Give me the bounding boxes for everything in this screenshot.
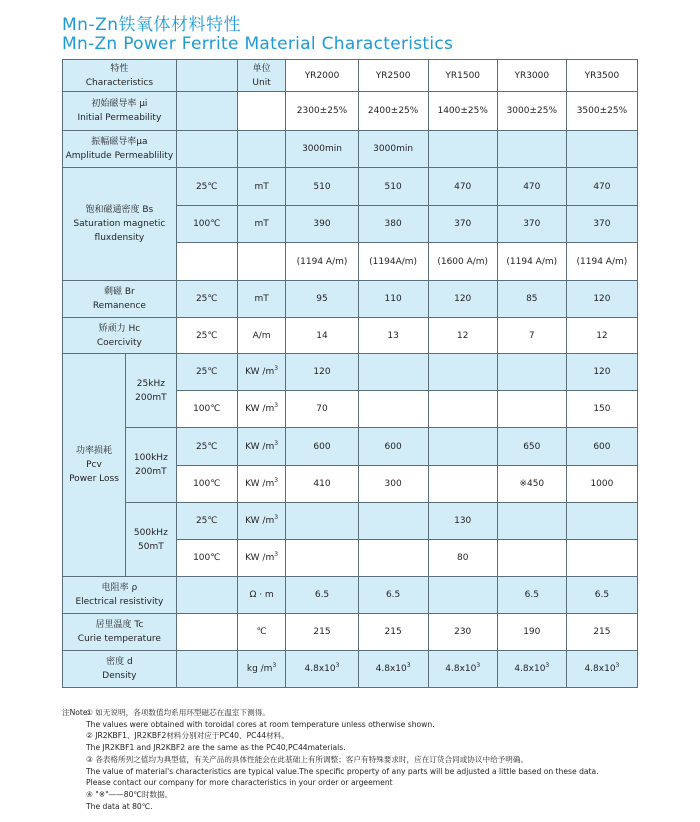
freq-cell: 500kHz 50mT bbox=[125, 503, 176, 577]
value-cell bbox=[358, 540, 428, 577]
value-cell: 12 bbox=[428, 318, 497, 354]
unit-cell: KW $/m^3$ bbox=[237, 466, 286, 503]
value-cell bbox=[286, 540, 358, 577]
label-resistivity: 电阻率 ρ Electrical resistivity bbox=[63, 577, 177, 614]
value-cell: $4.8x10^3$ bbox=[428, 651, 497, 688]
value-cell bbox=[497, 131, 566, 168]
unit-cell: kg $/m^3$ bbox=[237, 651, 286, 688]
value-cell: 150 bbox=[566, 391, 637, 428]
value-cell: 390 bbox=[286, 206, 358, 243]
label-remanence: 剩磁 Br Remanence bbox=[63, 281, 177, 318]
header-characteristics: 特性 Characteristics bbox=[63, 60, 177, 92]
temp-cell: 25℃ bbox=[176, 428, 237, 466]
temp-cell: 100℃ bbox=[176, 391, 237, 428]
value-cell: 215 bbox=[358, 614, 428, 651]
value-cell: 80 bbox=[428, 540, 497, 577]
value-cell bbox=[358, 503, 428, 540]
value-cell: 120 bbox=[566, 281, 637, 318]
label-curie: 居里温度 Tc Curie temperature bbox=[63, 614, 177, 651]
value-cell: 410 bbox=[286, 466, 358, 503]
note-line: The data at 80℃. bbox=[86, 801, 153, 811]
value-cell: 370 bbox=[497, 206, 566, 243]
value-cell bbox=[428, 354, 497, 391]
note-line: ② JR2KBF1、JR2KBF2材料分别对应于PC40、PC44材料。 bbox=[86, 731, 289, 741]
label-initial-permeability: 初始磁导率 μi Initial Permeability bbox=[63, 92, 177, 131]
note-line: ① 如无说明，各项数值均系用环型磁芯在温室下测得。 bbox=[86, 708, 270, 717]
value-cell: 215 bbox=[566, 614, 637, 651]
note-line: ④ "※"——80℃时数据。 bbox=[86, 789, 173, 799]
unit-cell: KW $/m^3$ bbox=[237, 503, 286, 540]
unit-cell: A/m bbox=[237, 318, 286, 354]
row-density bbox=[63, 651, 638, 688]
value-cell: (1194 A/m) bbox=[497, 243, 566, 281]
unit-cell: KW $/m^3$ bbox=[237, 391, 286, 428]
value-cell: 380 bbox=[358, 206, 428, 243]
value-cell: 1400±25% bbox=[428, 92, 497, 131]
value-cell: 85 bbox=[497, 281, 566, 318]
row-resistivity bbox=[63, 577, 638, 614]
header-grade: YR3000 bbox=[497, 60, 566, 92]
value-cell bbox=[286, 503, 358, 540]
unit-cell: mT bbox=[237, 206, 286, 243]
value-cell: 470 bbox=[428, 168, 497, 206]
notes-body bbox=[86, 707, 662, 812]
header-blank bbox=[176, 60, 237, 92]
value-cell: 1000 bbox=[566, 466, 637, 503]
value-cell: 600 bbox=[286, 428, 358, 466]
value-cell: 120 bbox=[286, 354, 358, 391]
unit-cell: KW $/m^3$ bbox=[237, 354, 286, 391]
value-cell: 95 bbox=[286, 281, 358, 318]
note-line: The JR2KBF1 and JR2KBF2 are the same as the PC40,PC44materials. bbox=[86, 743, 346, 753]
value-cell bbox=[497, 540, 566, 577]
title-en: Mn-Zn Power Ferrite Material Characteristics bbox=[62, 34, 454, 54]
value-cell: 470 bbox=[497, 168, 566, 206]
value-cell: 650 bbox=[497, 428, 566, 466]
value-cell: 470 bbox=[566, 168, 637, 206]
row-coercivity bbox=[63, 318, 638, 354]
value-cell: 3000±25% bbox=[497, 92, 566, 131]
value-cell: 3000min bbox=[358, 131, 428, 168]
value-cell bbox=[566, 540, 637, 577]
value-cell: 13 bbox=[358, 318, 428, 354]
unit-cell: KW $/m^3$ bbox=[237, 540, 286, 577]
unit-cell: Ω · m bbox=[237, 577, 286, 614]
value-cell: (1194A/m) bbox=[358, 243, 428, 281]
note-line: The value of material's characteristics are typical value.The specific property of any parts will be adjusted a little based on these data. bbox=[86, 766, 599, 776]
label-coercivity: 矫顽力 Hc Coercivity bbox=[63, 318, 177, 354]
label-power-loss: 功率损耗 Pcv Power Loss bbox=[63, 354, 126, 577]
value-cell bbox=[428, 466, 497, 503]
value-cell: $4.8x10^3$ bbox=[566, 651, 637, 688]
value-cell: 300 bbox=[358, 466, 428, 503]
value-cell bbox=[428, 131, 497, 168]
header-grade: YR2500 bbox=[358, 60, 428, 92]
header-grade: YR3500 bbox=[566, 60, 637, 92]
label-density: 密度 d Density bbox=[63, 651, 177, 688]
row-initial-permeability bbox=[63, 92, 638, 131]
header-row bbox=[63, 60, 638, 92]
row-power-loss-100k-25 bbox=[63, 428, 638, 466]
value-cell: 370 bbox=[428, 206, 497, 243]
value-cell bbox=[428, 577, 497, 614]
value-cell: 2300±25% bbox=[286, 92, 358, 131]
temp-cell: 100℃ bbox=[176, 206, 237, 243]
value-cell: 120 bbox=[566, 354, 637, 391]
temp-cell: 25℃ bbox=[176, 281, 237, 318]
note-line: Please contact our company for more characteristics in your order or argeement bbox=[86, 778, 393, 788]
value-cell: 6.5 bbox=[566, 577, 637, 614]
value-cell bbox=[428, 391, 497, 428]
unit-cell: KW $/m^3$ bbox=[237, 428, 286, 466]
value-cell: 215 bbox=[286, 614, 358, 651]
value-cell: $4.8x10^3$ bbox=[497, 651, 566, 688]
value-cell bbox=[358, 354, 428, 391]
freq-cell: 100kHz 200mT bbox=[125, 428, 176, 503]
value-cell: 70 bbox=[286, 391, 358, 428]
value-cell: 12 bbox=[566, 318, 637, 354]
temp-cell: 25℃ bbox=[176, 168, 237, 206]
value-cell: 510 bbox=[286, 168, 358, 206]
value-cell: 7 bbox=[497, 318, 566, 354]
value-cell: 120 bbox=[428, 281, 497, 318]
value-cell: 6.5 bbox=[497, 577, 566, 614]
value-cell: $4.8x10^3$ bbox=[358, 651, 428, 688]
temp-cell: 25℃ bbox=[176, 318, 237, 354]
unit-cell: ℃ bbox=[237, 614, 286, 651]
value-cell: 6.5 bbox=[286, 577, 358, 614]
title-cn: Mn-Zn铁氧体材料特性 bbox=[62, 15, 241, 35]
characteristics-table bbox=[62, 59, 638, 688]
value-cell: 3000min bbox=[286, 131, 358, 168]
row-power-loss-500k-25 bbox=[63, 503, 638, 540]
temp-cell: 100℃ bbox=[176, 466, 237, 503]
value-cell: 190 bbox=[497, 614, 566, 651]
freq-cell: 25kHz 200mT bbox=[125, 354, 176, 428]
unit-cell: mT bbox=[237, 168, 286, 206]
value-cell: 370 bbox=[566, 206, 637, 243]
value-cell: 110 bbox=[358, 281, 428, 318]
note-line: ③ 各表格所列之值均为典型值，有关产品的具体性能会在此基础上有所调整；客户有特殊要求时，应在订货合同或协议中给予明确。 bbox=[86, 754, 529, 764]
notes-heading: 注Note: bbox=[62, 708, 91, 717]
value-cell bbox=[497, 354, 566, 391]
value-cell: 600 bbox=[358, 428, 428, 466]
header-grade: YR1500 bbox=[428, 60, 497, 92]
value-cell: 2400±25% bbox=[358, 92, 428, 131]
value-cell: $4.8x10^3$ bbox=[286, 651, 358, 688]
header-unit: 单位 Unit bbox=[237, 60, 286, 92]
value-cell bbox=[428, 428, 497, 466]
value-cell: (1194 A/m) bbox=[566, 243, 637, 281]
value-cell: ※450 bbox=[497, 466, 566, 503]
unit-cell: mT bbox=[237, 281, 286, 318]
value-cell: 230 bbox=[428, 614, 497, 651]
value-cell: (1194 A/m) bbox=[286, 243, 358, 281]
header-grade: YR2000 bbox=[286, 60, 358, 92]
value-cell bbox=[358, 391, 428, 428]
value-cell: 14 bbox=[286, 318, 358, 354]
temp-cell: 100℃ bbox=[176, 540, 237, 577]
row-power-loss-25k-25 bbox=[63, 354, 638, 391]
row-saturation-25 bbox=[63, 168, 638, 206]
value-cell: 510 bbox=[358, 168, 428, 206]
value-cell bbox=[566, 131, 637, 168]
temp-cell: 25℃ bbox=[176, 503, 237, 540]
row-curie bbox=[63, 614, 638, 651]
value-cell bbox=[566, 503, 637, 540]
value-cell: 3500±25% bbox=[566, 92, 637, 131]
value-cell: 600 bbox=[566, 428, 637, 466]
label-saturation: 饱和磁通密度 Bs Saturation magnetic fluxdensity bbox=[63, 168, 177, 281]
label-amplitude-permeability: 振幅磁导率μa Amplitude Permeablility bbox=[63, 131, 177, 168]
value-cell: 6.5 bbox=[358, 577, 428, 614]
value-cell: 130 bbox=[428, 503, 497, 540]
row-amplitude-permeability bbox=[63, 131, 638, 168]
temp-cell: 25℃ bbox=[176, 354, 237, 391]
note-line: The values were obtained with toroidal cores at room temperature unless otherwise shown. bbox=[86, 719, 435, 729]
value-cell bbox=[497, 503, 566, 540]
value-cell bbox=[497, 391, 566, 428]
value-cell: (1600 A/m) bbox=[428, 243, 497, 281]
row-remanence bbox=[63, 281, 638, 318]
